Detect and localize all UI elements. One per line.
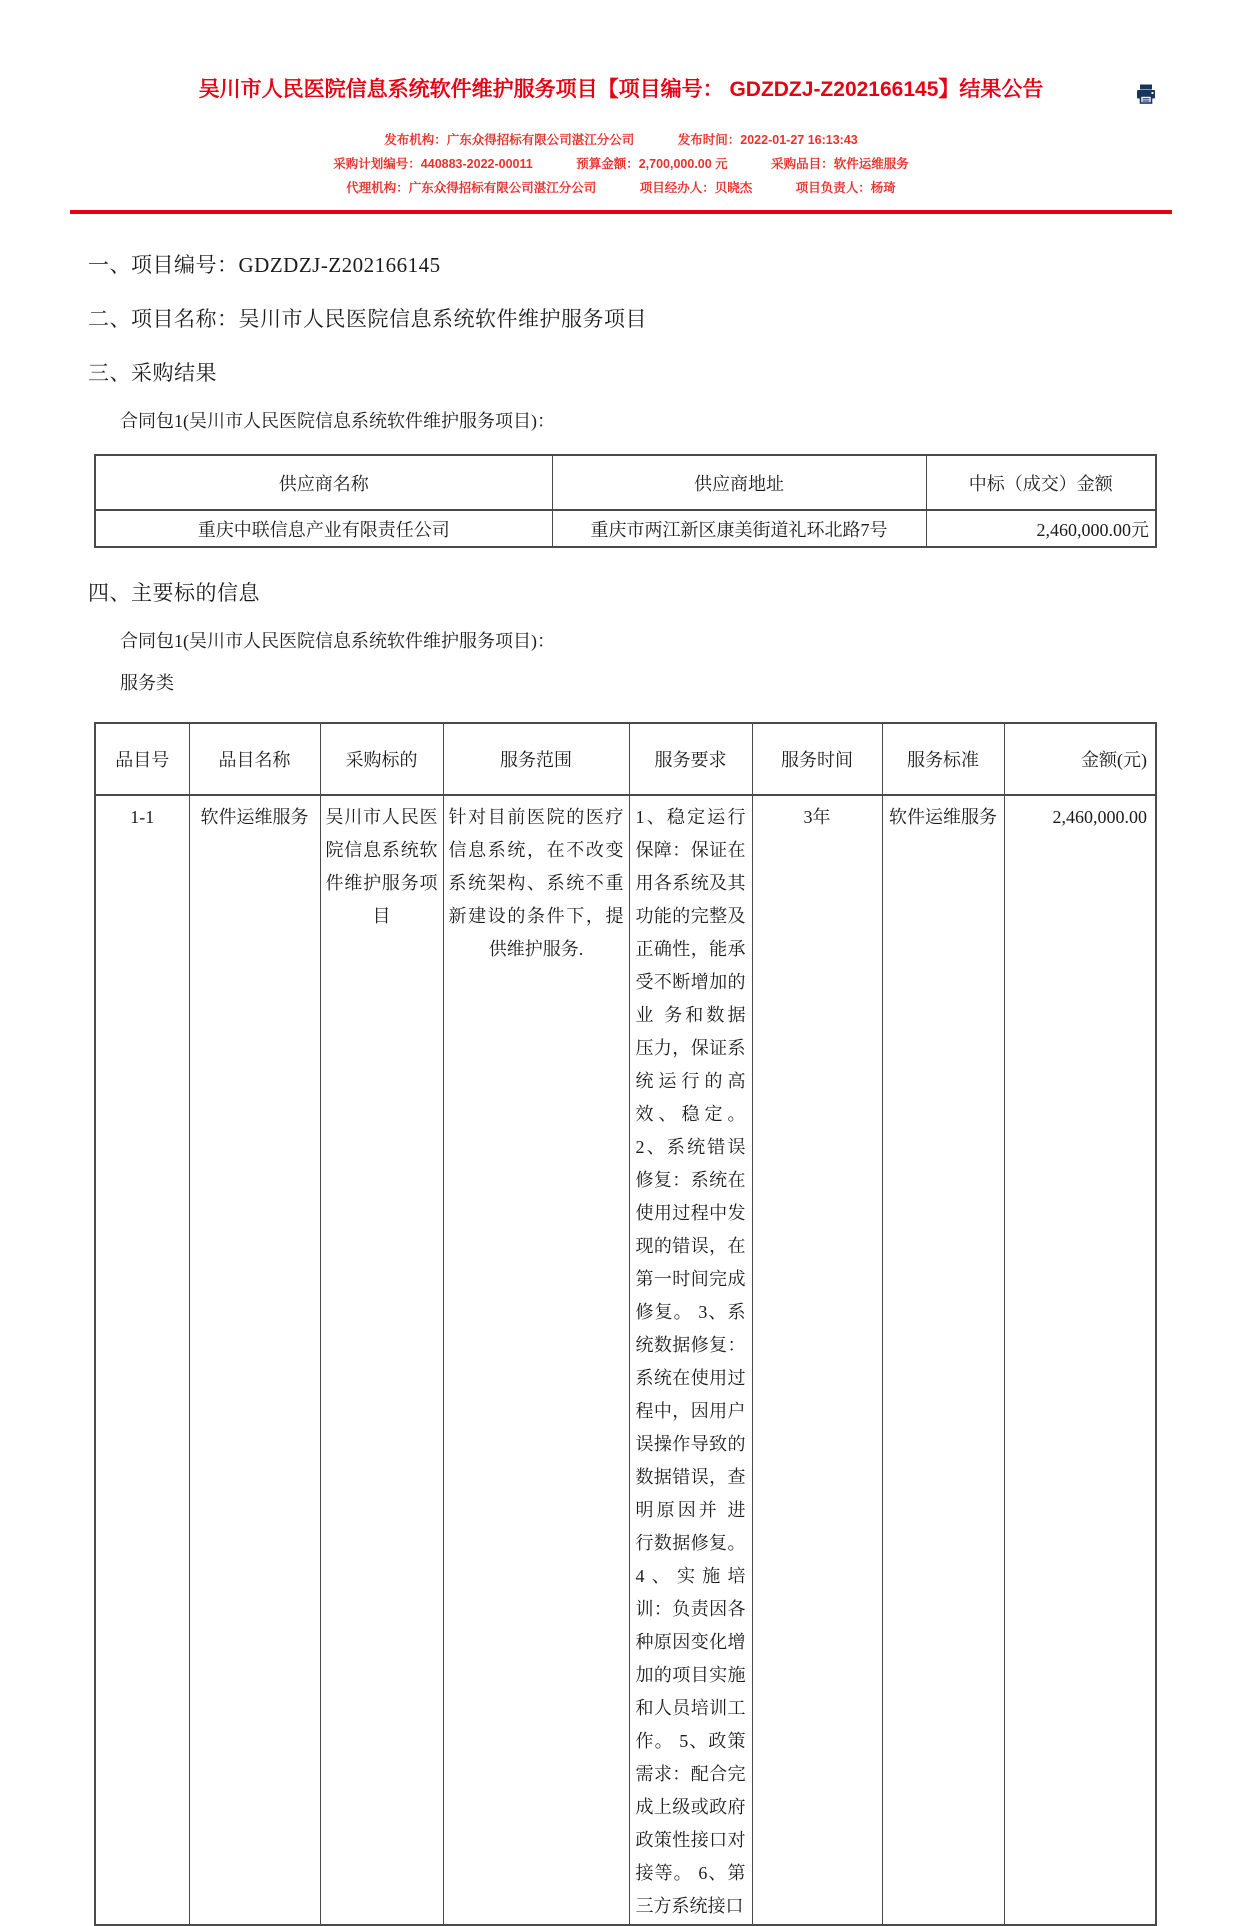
col-service-standard: 服务标准 — [882, 723, 1004, 795]
table-header-row — [95, 455, 1156, 510]
handler-value: 贝晓杰 — [714, 181, 753, 195]
printer-icon-glyph — [1134, 82, 1158, 106]
col-service-requirements: 服务要求 — [629, 723, 752, 795]
col-item-name: 品目名称 — [189, 723, 320, 795]
announcement-body — [70, 250, 1172, 1926]
service-requirements-cell: 1、稳定运行保障：保证在用各系统及其功能的完整及正确性，能承受不断增加的业 务和数据压力，保证系统运行的高效、稳定。 2、系统错误修复：系统在使用过程中发现的错误，在第一时间完成修复。 3、系统数据修复：系统在使用过程中，因用户误操作导致的数据错误，查明原因并 进行数据修复。 4、实施培训：负责因各种原因变化增加的项目实施和人员培训工作。 5、政策需求：配合完成上级或政府政策性接口对接等。 6、第三方系统接口 — [629, 795, 752, 1925]
item-name-cell: 软件运维服务 — [189, 795, 320, 1925]
announcement-header — [70, 0, 1172, 200]
plan-no-field — [333, 152, 532, 176]
red-divider — [70, 210, 1172, 214]
handler-label: 项目经办人： — [639, 181, 715, 195]
service-standard-cell: 软件运维服务 — [882, 795, 1004, 1925]
section-main-subject-info: 四、主要标的信息 — [88, 581, 260, 605]
amount-cell: 2,460,000.00 — [1004, 795, 1156, 1925]
service-scope-cell: 针对目前医院的医疗信息系统，在不改变系统架构、系统不重新建设的条件下，提供维护服务. — [443, 795, 629, 1925]
section-procurement-result: 三、采购结果 — [88, 361, 217, 385]
col-service-duration: 服务时间 — [752, 723, 882, 795]
subject-detail-table — [94, 722, 1157, 1926]
category-value: 软件运维服务 — [833, 157, 909, 171]
award-amount-cell: 2,460,000.00元 — [926, 510, 1156, 547]
publisher-label: 发布机构： — [384, 133, 447, 147]
procurement-target-cell: 吴川市人民医院信息系统软件维护服务项目 — [320, 795, 443, 1925]
supplier-name-cell: 重庆中联信息产业有限责任公司 — [95, 510, 552, 547]
col-supplier-address: 供应商地址 — [552, 455, 926, 510]
contract-package-line-1: 合同包1(吴川市人民医院信息系统软件维护服务项目)： — [120, 411, 555, 431]
page-title: 吴川市人民医院信息系统软件维护服务项目【项目编号： GDZDZJ-Z202166145】结果公告 — [198, 78, 1044, 101]
meta-row-3 — [70, 176, 1172, 200]
table-row — [95, 510, 1156, 547]
budget-label: 预算金额： — [576, 157, 639, 171]
printer-icon[interactable] — [1134, 82, 1158, 106]
col-supplier-name: 供应商名称 — [95, 455, 552, 510]
announcement-meta — [70, 128, 1172, 200]
col-item-no: 品目号 — [95, 723, 189, 795]
manager-field — [796, 176, 896, 200]
col-procurement-target: 采购标的 — [320, 723, 443, 795]
agency-field — [346, 176, 596, 200]
item-no-cell: 1-1 — [95, 795, 189, 1925]
col-award-amount: 中标（成交）金额 — [926, 455, 1156, 510]
contract-package-line-2: 合同包1(吴川市人民医院信息系统软件维护服务项目)： — [120, 631, 555, 651]
service-duration-cell: 3年 — [752, 795, 882, 1925]
plan-no-label: 采购计划编号： — [333, 157, 421, 171]
budget-value: 2,700,000.00 元 — [638, 157, 728, 171]
budget-field — [576, 152, 727, 176]
publish-time-field — [678, 128, 858, 152]
col-service-scope: 服务范围 — [443, 723, 629, 795]
agency-label: 代理机构： — [346, 181, 409, 195]
agency-value: 广东众得招标有限公司湛江分公司 — [408, 181, 597, 195]
manager-label: 项目负责人： — [795, 181, 871, 195]
meta-row-2 — [70, 152, 1172, 176]
plan-no-value: 440883-2022-00011 — [420, 157, 533, 171]
col-amount: 金额(元) — [1004, 723, 1156, 795]
table-header-row — [95, 723, 1156, 795]
section-project-no: 一、项目编号：GDZDZJ-Z202166145 — [88, 253, 441, 277]
publish-time-label: 发布时间： — [677, 133, 741, 147]
manager-value: 杨琦 — [870, 181, 896, 195]
service-type-label: 服务类 — [120, 673, 174, 693]
supplier-result-table — [94, 454, 1157, 548]
handler-field — [640, 176, 753, 200]
publish-time-value: 2022-01-27 16:13:43 — [740, 133, 858, 147]
category-field — [771, 152, 909, 176]
publisher-value: 广东众得招标有限公司湛江分公司 — [446, 133, 635, 147]
section-project-name: 二、项目名称：吴川市人民医院信息系统软件维护服务项目 — [88, 307, 647, 331]
meta-row-1 — [70, 128, 1172, 152]
supplier-address-cell: 重庆市两江新区康美街道礼环北路7号 — [552, 510, 926, 547]
publisher-field — [384, 128, 634, 152]
category-label: 采购品目： — [771, 157, 834, 171]
